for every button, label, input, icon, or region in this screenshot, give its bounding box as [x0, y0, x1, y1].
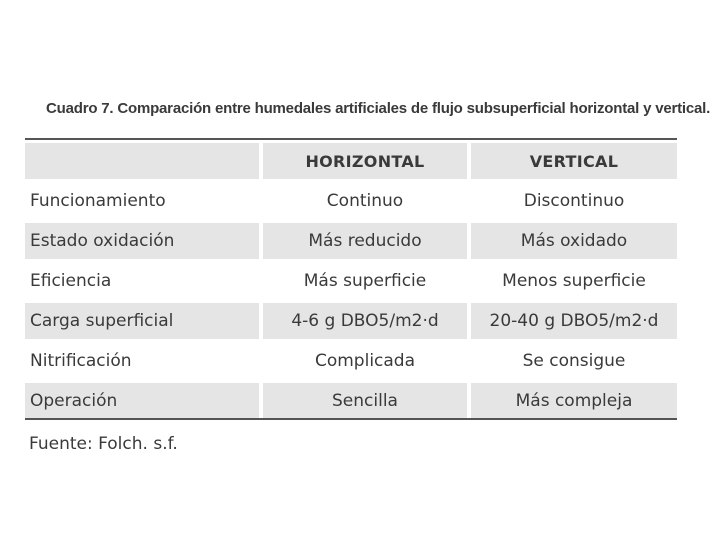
table-row: [25, 221, 677, 261]
header-empty: [25, 143, 261, 181]
table-row: [25, 381, 677, 421]
horizontal-value: Más reducido: [261, 221, 469, 261]
table-row: [25, 181, 677, 221]
row-label: Operación: [25, 381, 261, 421]
bottom-rule: [25, 418, 677, 420]
row-label: Eficiencia: [25, 261, 261, 301]
vertical-value: Discontinuo: [523, 191, 625, 211]
table-row: [25, 341, 677, 381]
horizontal-value: Complicada: [261, 341, 469, 381]
row-label: Carga superficial: [25, 301, 261, 341]
source-note: Fuente: Folch. s.f.: [29, 434, 178, 454]
table-row: [25, 301, 677, 341]
vertical-value: Más compleja: [469, 381, 677, 421]
header-row: [25, 143, 677, 181]
header-vertical: VERTICAL: [469, 143, 677, 181]
row-label: Funcionamiento: [25, 181, 261, 221]
vertical-value: Más oxidado: [469, 221, 677, 261]
top-rule: [25, 138, 677, 140]
horizontal-value: 4-6 g DBO5/m2·d: [261, 301, 469, 341]
header-horizontal: HORIZONTAL: [261, 143, 469, 181]
vertical-value: Menos superficie: [502, 271, 646, 291]
vertical-value: Se consigue: [522, 351, 626, 371]
row-label: Nitrificación: [25, 341, 261, 381]
table-caption: Cuadro 7. Comparación entre humedales artificiales de flujo subsuperficial horizontal y vertical.: [46, 100, 711, 117]
horizontal-value: Continuo: [261, 181, 469, 221]
comparison-table: [25, 143, 677, 423]
table-row: [25, 261, 677, 301]
row-label: Estado oxidación: [25, 221, 261, 261]
horizontal-value: Sencilla: [261, 381, 469, 421]
vertical-value: 20-40 g DBO5/m2·d: [469, 301, 677, 341]
horizontal-value: Más superficie: [261, 261, 469, 301]
